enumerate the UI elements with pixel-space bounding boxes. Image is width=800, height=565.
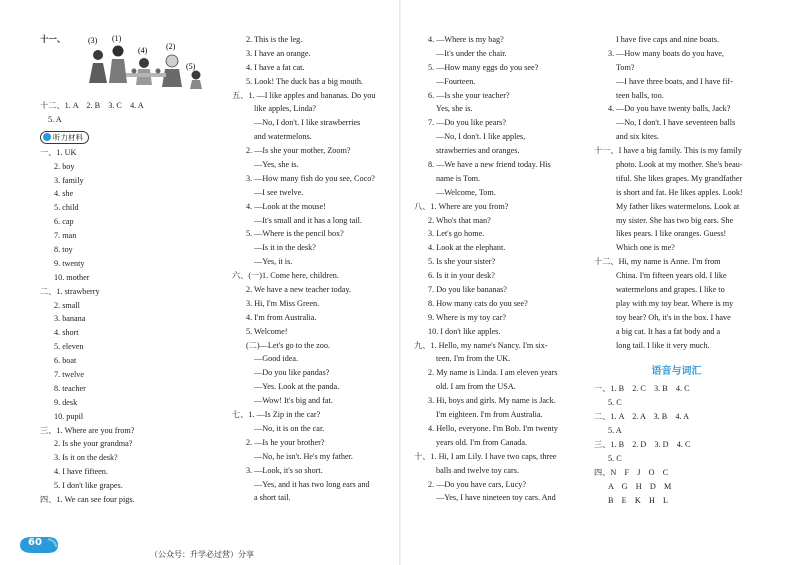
answer-line: 一、1. B 2. C 3. B 4. C [594, 384, 690, 394]
listening-lines-4 [594, 33, 759, 352]
listening-lines-2 [232, 33, 392, 505]
text-line: 2. Who's that man? [428, 215, 491, 225]
text-line: Yes, she is. [436, 104, 473, 114]
text-line: —Yes, she is. [254, 160, 299, 170]
book-spine [399, 0, 401, 565]
answer-line: 四、N F J O C [594, 467, 669, 477]
text-line: 四、1. We can see four pigs. [40, 495, 135, 505]
text-line: long tail. I like it very much. [616, 340, 710, 350]
text-line: likes pears. I like oranges. Guess! [616, 229, 727, 239]
text-line: My father likes watermelons. Look at [616, 201, 740, 211]
text-line: 5. Welcome! [246, 326, 288, 336]
text-line: 3. Let's go home. [428, 229, 485, 239]
text-line: teen balls, too. [616, 90, 664, 100]
page-footer: （公众号：升学必过营）分享 [150, 550, 254, 559]
text-line: —No, it is on the car. [254, 423, 325, 433]
text-line: 5. —Where is the pencil box? [246, 229, 344, 239]
text-line: 3. Hi, boys and girls. My name is Jack. [428, 396, 556, 406]
text-line: —Yes, I have nineteen toy cars. And [436, 493, 556, 503]
answer-line: B E K H L [608, 495, 669, 505]
text-line: —No, I don't. I have seventeen balls [616, 118, 736, 128]
text-line: a big cat. It has a fat body and a [616, 326, 721, 336]
text-line: 5. eleven [54, 342, 84, 352]
text-line: —No, he isn't. He's my father. [254, 451, 353, 461]
text-line: 2. We have a new teacher today. [246, 285, 352, 295]
text-line: —Do you like pandas? [254, 368, 330, 378]
text-line: (二)—Let's go to the zoo. [246, 340, 331, 350]
headphone-icon [43, 133, 51, 141]
text-line: 4. —Look at the mouse! [246, 201, 326, 211]
picture-number-label: (4) [137, 46, 147, 55]
text-line: tiful. She likes grapes. My grandfather [616, 173, 743, 183]
q12-answers-cont: 5. A [48, 114, 62, 124]
text-line: 5. Look! The duck has a big mouth. [246, 76, 363, 86]
text-line: toy bear? Oh, it's in the box. I have [616, 312, 731, 322]
answer-column-4 [594, 33, 759, 508]
listening-material-tag [40, 127, 230, 146]
picture-number-label: (3) [87, 36, 97, 45]
text-line: 5. child [54, 203, 79, 213]
text-line: 6. —Is she your teacher? [428, 90, 510, 100]
text-line: 三、1. Where are you from? [40, 425, 135, 435]
text-line: —Yes, and it has two long ears and [254, 479, 370, 489]
text-line: 十一、I have a big family. This is my family [594, 146, 742, 156]
text-line: 二、1. strawberry [40, 286, 100, 296]
text-line: —I see twelve. [254, 187, 304, 197]
text-line: 9. twenty [54, 258, 85, 268]
text-line: 10. I don't like apples. [428, 326, 501, 336]
text-line: —No, I don't. I like apples, [436, 132, 526, 142]
text-line: and six kites. [616, 132, 659, 142]
text-line: 7. man [54, 231, 77, 241]
text-line: 2. My name is Linda. I am eleven years [428, 368, 558, 378]
text-line: 6. Is it in your desk? [428, 271, 495, 281]
text-line: —Fourteen. [436, 76, 476, 86]
text-line: —It's small and it has a long tail. [254, 215, 362, 225]
text-line: 2. —Do you have cars, Lucy? [428, 479, 526, 489]
text-line: —Yes, it is. [254, 257, 293, 267]
text-line: 4. —Do you have twenty balls, Jack? [608, 104, 731, 114]
text-line: 3. —How many fish do you see, Coco? [246, 173, 375, 183]
text-line: 4. short [54, 328, 79, 338]
page-number-badge [18, 535, 60, 555]
text-line: strawberries and oranges. [436, 146, 520, 156]
text-line: Tom? [616, 62, 635, 72]
text-line: 8. toy [54, 245, 73, 255]
text-line: 3. —How many boats do you have, [608, 48, 724, 58]
text-line: 七、1. —Is Zip in the car? [232, 410, 321, 420]
text-line: name is Tom. [436, 173, 481, 183]
phonics-answers [594, 382, 759, 507]
text-line: years old. I'm from Canada. [436, 437, 528, 447]
answer-line: 5. C [608, 398, 622, 408]
text-line: —I have three boats, and I have fif- [616, 76, 733, 86]
text-line: 3. Hi, I'm Miss Green. [246, 298, 320, 308]
text-line: Which one is me? [616, 243, 675, 253]
text-line: 3. family [54, 175, 84, 185]
text-line: 10. mother [54, 272, 90, 282]
q11-picture-row [40, 33, 230, 91]
text-line: —Wow! It's big and fat. [254, 396, 333, 406]
text-line: 2. —Is he your brother? [246, 437, 325, 447]
text-line: 一、1. UK [40, 147, 77, 157]
text-line: 5. I don't like grapes. [54, 481, 123, 491]
listening-lines-3 [414, 33, 579, 505]
text-line: play with my toy bear. Where is my [616, 298, 734, 308]
answer-column-1 [40, 33, 230, 507]
text-line: 4. —Where is my bag? [428, 35, 504, 44]
text-line: 2. Is she your grandma? [54, 439, 133, 449]
answer-column-2 [232, 33, 392, 505]
text-line: like apples, Linda? [254, 104, 317, 114]
text-line: —Good idea. [254, 354, 299, 364]
text-line: 4. Look at the elephant. [428, 243, 506, 253]
text-line: —Is it in the desk? [254, 243, 316, 253]
q12-answers: 十二、1. A 2. B 3. C 4. A [40, 101, 144, 110]
text-line: China. I'm fifteen years old. I like [616, 271, 727, 281]
text-line: 6. cap [54, 217, 74, 227]
text-line: —Yes. Look at the panda. [254, 382, 340, 392]
text-line: 8. —We have a new friend today. His [428, 160, 551, 170]
text-line: 3. —Look, it's so short. [246, 465, 323, 475]
text-line: balls and twelve toy cars. [436, 465, 519, 475]
answer-line: 三、1. B 2. D 3. D 4. C [594, 440, 691, 450]
text-line: 9. desk [54, 397, 78, 407]
text-line: —No, I don't. I like strawberries [254, 118, 361, 128]
text-line: 4. I have a fat cat. [246, 62, 305, 72]
text-line: teen. I'm from the UK. [436, 354, 511, 364]
text-line: 6. boat [54, 356, 77, 366]
text-line: 4. I have fifteen. [54, 467, 108, 477]
text-line: 六、(一)1. Come here, children. [232, 271, 339, 281]
text-line: I have five caps and nine boats. [616, 35, 719, 44]
text-line: 2. small [54, 300, 80, 310]
answer-line: 5. A [608, 426, 622, 436]
text-line: 10. pupil [54, 411, 84, 421]
text-line: 8. teacher [54, 383, 86, 393]
answer-line: A G H D M [608, 481, 672, 491]
text-line: my sister. She has two big ears. She [616, 215, 734, 225]
answer-line: 5. C [608, 453, 622, 463]
text-line: 十二、Hi, my name is Anne. I'm from [594, 257, 721, 267]
page-number: 60 [28, 537, 42, 548]
text-line: 3. Is it on the desk? [54, 453, 118, 463]
text-line: and watermelons. [254, 132, 312, 142]
text-line: 7. —Do you like pears? [428, 118, 506, 128]
text-line: 2. —Is she your mother, Zoom? [246, 146, 351, 156]
text-line: 五、1. —I like apples and bananas. Do you [232, 90, 376, 100]
text-line: 十、1. Hi, I am Lily. I have two caps, three [414, 451, 557, 461]
text-line: 八、1. Where are you from? [414, 201, 509, 211]
text-line: 9. Where is my toy car? [428, 312, 507, 322]
picture-number-label: (2) [165, 42, 175, 51]
answer-line: 二、1. A 2. A 3. B 4. A [594, 412, 690, 422]
text-line: 4. I'm from Australia. [246, 312, 317, 322]
text-line: 4. she [54, 189, 74, 199]
text-line: watermelons and grapes. I like to [616, 285, 725, 295]
picture-number-label: (5) [185, 62, 195, 71]
text-line: 7. Do you like bananas? [428, 285, 507, 295]
text-line: 九、1. Hello, my name's Nancy. I'm six- [414, 340, 548, 350]
q11-label: 十一、 [40, 34, 66, 44]
text-line: old. I am from the USA. [436, 382, 516, 392]
text-line: 5. —How many eggs do you see? [428, 62, 539, 72]
text-line: 3. I have an orange. [246, 48, 311, 58]
listening-lines-1 [40, 146, 230, 507]
text-line: 5. Is she your sister? [428, 257, 496, 267]
text-line: 7. twelve [54, 370, 85, 380]
text-line: 4. Hello, everyone. I'm Bob. I'm twenty [428, 423, 558, 433]
text-line: is short and fat. He likes apples. Look! [616, 187, 743, 197]
answer-column-3 [414, 33, 579, 505]
family-photo-illustration [74, 33, 224, 96]
phonics-vocab-title: 语音与词汇 [651, 366, 702, 378]
text-line: —Welcome, Tom. [436, 187, 496, 197]
picture-number-label: (1) [111, 34, 121, 43]
text-line: 8. How many cats do you see? [428, 298, 528, 308]
text-line: 3. banana [54, 314, 86, 324]
text-line: I'm eighteen. I'm from Australia. [436, 410, 543, 420]
listening-tag-label: 听力材料 [53, 132, 83, 142]
text-line: photo. Look at my mother. She's beau- [616, 160, 743, 170]
text-line: —It's under the chair. [436, 48, 507, 58]
text-line: a short tail. [254, 493, 291, 503]
text-line: 2. This is the leg. [246, 35, 303, 44]
text-line: 2. boy [54, 161, 75, 171]
